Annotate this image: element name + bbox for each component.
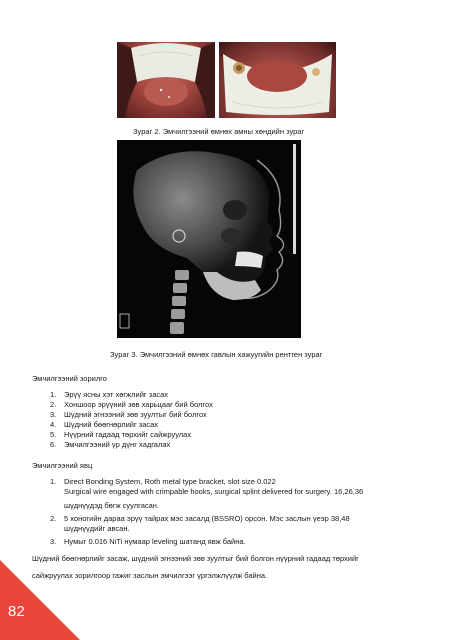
treatment-goals-heading: Эмчилгээний зорилго (32, 374, 107, 383)
list-item: 5. Нүүрний гадаад төрхийг сайжруулах (50, 430, 192, 439)
corner-triangle (0, 560, 80, 640)
list-item: 1. Эрүү ясны хэт хөгжлийг засах (50, 390, 169, 399)
list-item: 2. Хоншоор эрүүний зөв харьцааг бий болгох (50, 400, 213, 409)
list-item: 6. Эмчилгээний үр дүнг хадгалах (50, 440, 171, 449)
list-item: 1. Direct Bonding System, Roth metal type bracket, slot size 0.022 Surgical wire engaged with crimpable hooks, surgical splint delivered for surgery. 16,26,36 шүднүүдэд бөгж суулгасан. (50, 477, 420, 511)
course-line: шүднүүдийг авсан. (64, 524, 130, 533)
figure-2-caption: Зураг 2. Эмчилгээний өмнөх амны хөндийн зураг (133, 127, 305, 136)
course-line: 5 хоногийн дараа эрүү тайрах мэс засалд (BSSRO) орсон. Мэс заслын үеэр 38,48 (64, 514, 350, 523)
cephalometric-xray (117, 140, 301, 338)
upper-arch-illustration (117, 42, 215, 118)
treatment-goals-list (50, 390, 213, 450)
course-line: Surgical wire engaged with crimpable hooks, surgical splint delivered for surgery. 16,26,36 (64, 487, 364, 496)
conclusion-paragraph: Шүдний бөөгнөрлийг засаж, шүдний эгнээний зөв зуултыг бий болгон нүүрний гадаад төрхийг сайжруулах зорилгоор гажиг заслын эмчилгээг үргэлжлүүлж байна. (32, 554, 359, 580)
treatment-course-list (50, 477, 420, 550)
page-corner-badge (0, 560, 80, 640)
course-line: шүднүүдэд бөгж суулгасан. (64, 501, 160, 510)
list-item: 2. 5 хоногийн дараа эрүү тайрах мэс засалд (BSSRO) орсон. Мэс заслын үеэр 38,48 шүднүүдийг авсан. (50, 514, 420, 534)
list-item: 4. Шүдний бөөгнөрлийг засах (50, 420, 159, 429)
page-number: 82 (8, 603, 25, 620)
course-line: Нумыг 0.016 NiTi нумаар leveling шатанд явж байна. (64, 537, 246, 546)
list-item: 3. Шүдний эгнээний зөв зуултыг бий болгох (50, 410, 207, 419)
lower-arch-photo (219, 42, 336, 118)
treatment-course-heading: Эмчилгээний явц (32, 461, 93, 470)
upper-arch-photo (117, 42, 215, 118)
course-line: Direct Bonding System, Roth metal type bracket, slot size 0.022 (64, 477, 276, 486)
list-item: 3. Нумыг 0.016 NiTi нумаар leveling шатанд явж байна. (50, 537, 420, 547)
figure-3-caption: Зураг 3. Эмчилгээний өмнөх гавлын хажуугийн рентген зураг (110, 350, 323, 359)
xray-illustration (117, 140, 301, 338)
lower-arch-illustration (219, 42, 336, 118)
